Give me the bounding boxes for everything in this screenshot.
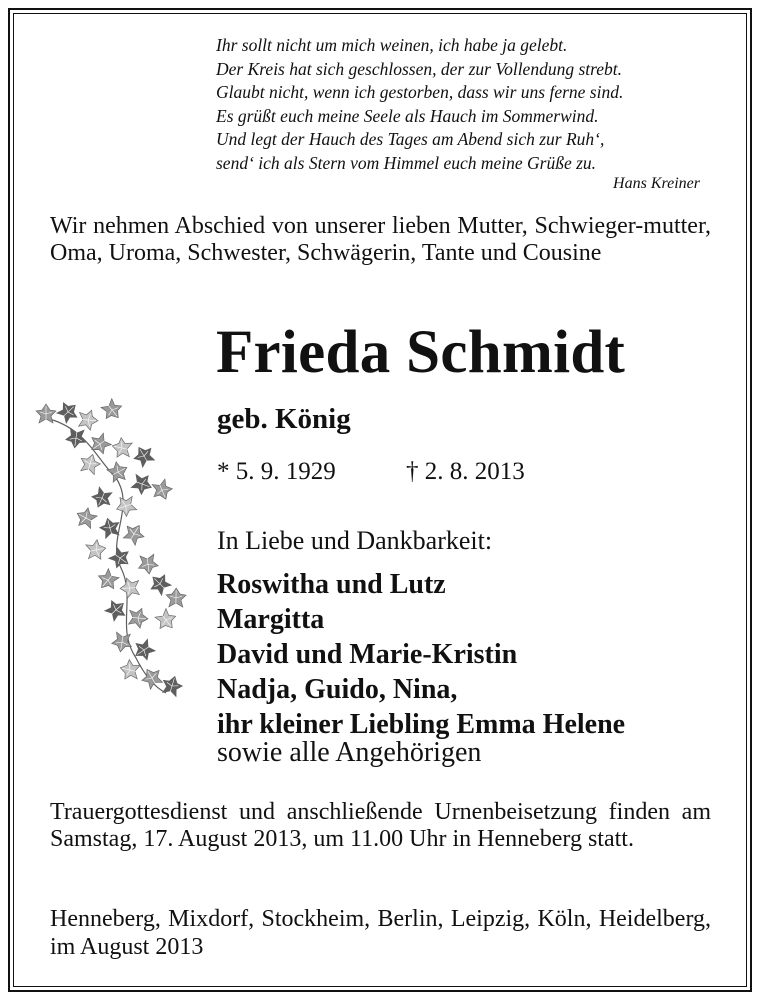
relatives-line: sowie alle Angehörigen xyxy=(217,737,482,768)
ivy-leaf xyxy=(119,578,139,599)
places-and-date: Henneberg, Mixdorf, Stockheim, Berlin, Leipzig, Köln, Heidelberg, im August 2013 xyxy=(50,906,711,960)
birth-date: * 5. 9. 1929 xyxy=(217,458,336,485)
ivy-leaf xyxy=(130,472,155,497)
ivy-leaf xyxy=(72,504,98,531)
ivy-leaf xyxy=(89,486,115,511)
mourners-list xyxy=(217,567,625,742)
ivy-leaf xyxy=(128,607,149,629)
poem-line: Und legt der Hauch des Tages am Abend sich zur Ruh‘, xyxy=(216,129,605,149)
ivy-leaf xyxy=(85,538,107,561)
ivy-leaf xyxy=(149,478,175,503)
maiden-name: geb. König xyxy=(217,403,351,435)
death-date: † 2. 8. 2013 xyxy=(406,458,525,485)
poem xyxy=(216,34,716,175)
ivy-leaf xyxy=(78,452,102,476)
poem-author: Hans Kreiner xyxy=(613,175,700,192)
ivy-leaf xyxy=(130,637,157,664)
ivy-leaf xyxy=(160,674,185,698)
ivy-leaf xyxy=(146,570,174,598)
poem-line: Glaubt nicht, wenn ich gestorben, dass wir uns ferne sind. xyxy=(216,82,624,102)
ivy-leaf xyxy=(99,398,127,424)
ivy-leaf xyxy=(110,436,133,460)
poem-line: Es grüßt euch meine Seele als Hauch im Sommerwind. xyxy=(216,105,599,126)
mourner-name: Roswitha und Lutz xyxy=(217,569,446,600)
poem-line: Ihr sollt nicht um mich weinen, ich habe ja gelebt. xyxy=(216,35,568,55)
ivy-leaf xyxy=(166,588,186,607)
poem-line: Der Kreis hat sich geschlossen, der zur Vollendung strebt. xyxy=(216,58,623,79)
service-notice: Trauergottesdienst und anschließende Urnenbeisetzung finden am Samstag, 17. August 2013, um 11.00 Uhr in Henneberg statt. xyxy=(50,799,711,852)
ivy-leaf xyxy=(130,442,157,469)
ivy-vine-icon xyxy=(26,398,194,698)
poem-line: send‘ ich als Stern vom Himmel euch meine Grüße zu. xyxy=(216,152,597,173)
ivy-leaf xyxy=(111,632,134,654)
mourner-name: Margitta xyxy=(217,604,325,635)
gratitude-line: In Liebe und Dankbarkeit: xyxy=(217,526,493,555)
ivy-leaf xyxy=(137,554,159,575)
ivy-leaf xyxy=(86,431,113,458)
deceased-name: Frieda Schmidt xyxy=(216,319,626,386)
ivy-leaf xyxy=(55,398,83,425)
mourner-name: ihr kleiner Liebling Emma Helene xyxy=(217,709,626,740)
mourner-name: David und Marie-Kristin xyxy=(217,639,518,670)
ivy-leaf xyxy=(121,520,148,547)
intro-text: Wir nehmen Abschied von unserer lieben Mutter, Schwieger-mutter, Oma, Uroma, Schwester, Schwägerin, Tante und Cousine xyxy=(50,213,711,266)
ivy-leaf xyxy=(113,494,137,519)
mourner-name: Nadja, Guido, Nina, xyxy=(217,674,458,705)
ivy-leaf xyxy=(78,409,98,430)
ivy-leaf xyxy=(94,567,122,594)
ivy-leaf xyxy=(153,607,180,634)
